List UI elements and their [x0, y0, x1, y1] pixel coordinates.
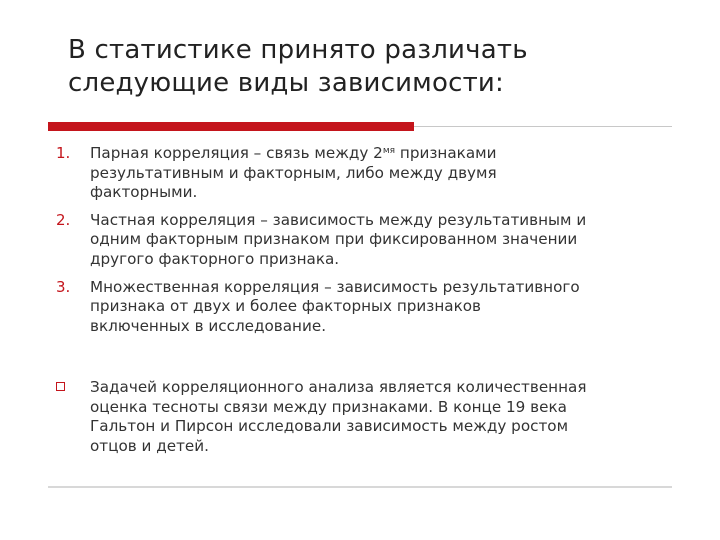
footer-divider: [48, 486, 672, 488]
list-item-1-superscript: мя: [382, 146, 396, 156]
list-item-2: [56, 211, 676, 270]
hollow-square-bullet-icon: [56, 382, 65, 391]
bullet-paragraph-text: [56, 378, 676, 456]
list-item-1-line-1-end: признаками: [395, 144, 497, 162]
correlation-types-list: [56, 144, 676, 344]
list-item-1-line-1-main: Парная корреляция – связь между 2: [90, 144, 383, 162]
slide-title: [68, 34, 688, 100]
list-item-3-text: [90, 278, 676, 337]
list-item-2-line-1: Частная корреляция – зависимость между результативным и: [90, 210, 587, 229]
bullet-line-2: оценка тесноты связи между признаками. В конце 19 века: [90, 397, 567, 416]
bullet-line-1: Задачей корреляционного анализа является количественная: [90, 378, 587, 396]
list-item-2-text: [90, 211, 676, 270]
list-item-1-line-1: [90, 144, 676, 164]
list-item-3-line-3: включенных в исследование.: [90, 316, 327, 335]
list-item-2-line-2: одним факторным признаком при фиксированном значении: [90, 230, 578, 249]
title-line-1: В статистике принято различать: [68, 35, 528, 65]
list-number-2: 2.: [56, 210, 71, 229]
list-item-2-line-3: другого факторного признака.: [90, 249, 340, 268]
list-item-3-line-1: Множественная корреляция – зависимость результативного: [90, 277, 580, 296]
list-number-1: 1.: [56, 144, 71, 162]
list-number-3: 3.: [56, 277, 71, 296]
list-item-1-line-2: результативным и факторным, либо между двумя: [90, 163, 497, 182]
bullet-line-4: отцов и детей.: [90, 436, 209, 455]
list-item-1-line-3: факторными.: [90, 183, 198, 202]
list-item-3-line-2: признака от двух и более факторных признаков: [90, 297, 482, 316]
bullet-paragraph: [56, 378, 676, 456]
title-line-2: следующие виды зависимости:: [68, 68, 504, 98]
title-divider-accent: [48, 122, 414, 131]
list-item-3: [56, 278, 676, 337]
list-item-1-text: [90, 144, 676, 203]
list-item-1: [56, 144, 676, 203]
bullet-line-3: Гальтон и Пирсон исследовали зависимость между ростом: [90, 417, 569, 436]
